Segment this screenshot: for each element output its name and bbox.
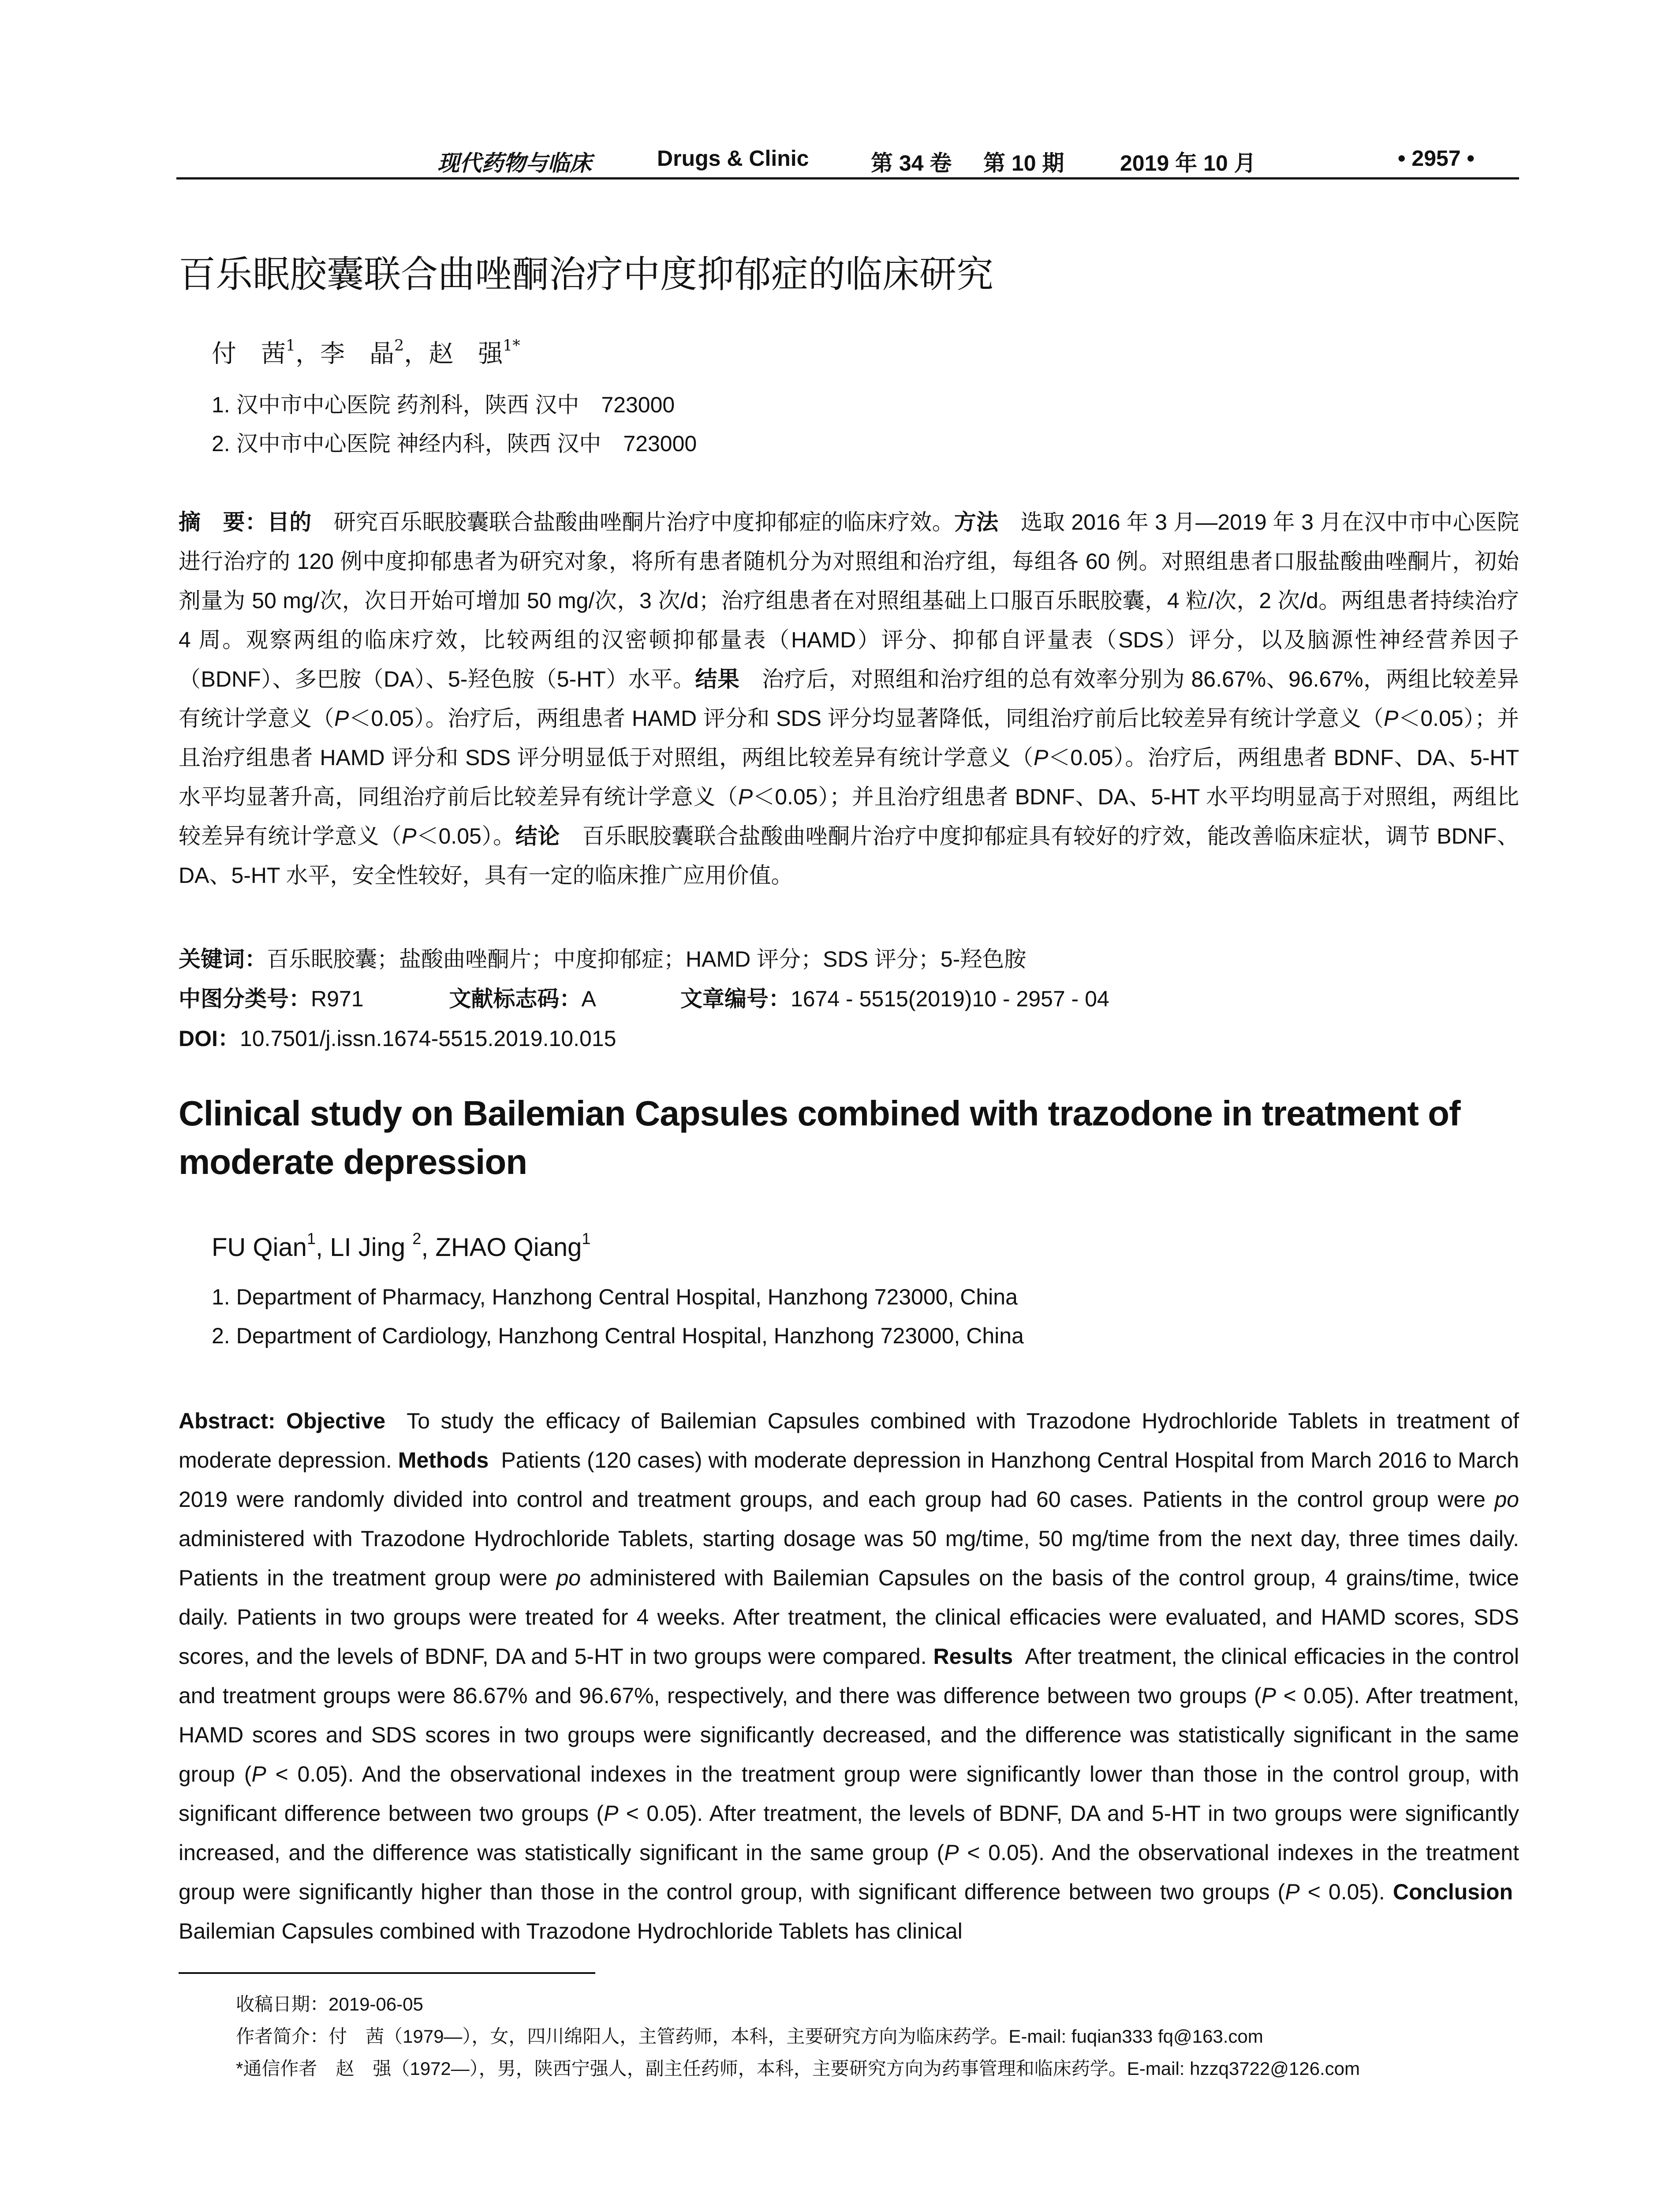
footnote-corresponding: *通信作者 赵 强（1972—），男，陕西宁强人，副主任药师，本科，主要研究方向为药事管理和临床药学。E-mail: hzzq3722@126.com xyxy=(236,2058,1360,2079)
results-text: ＜0.05）。治疗后，两组患者 HAMD 评分和 SDS 评分均显著降低，同组治疗前后比较差异有统计学意义（ xyxy=(349,706,1384,731)
author-separator: ， xyxy=(404,340,429,368)
conclusion-text: Bailemian Capsules combined with Trazodone Hydrochloride Tablets has clinical xyxy=(179,1919,963,1943)
p-symbol: P xyxy=(738,785,753,809)
journal-name-zh: 现代药物与临床 xyxy=(437,150,592,176)
p-symbol: P xyxy=(334,706,349,731)
conclusion-label: 结论 xyxy=(515,824,560,848)
author-name: FU Qian xyxy=(212,1233,307,1262)
objective-label: 目的 xyxy=(267,510,312,534)
affiliation-en: 1. Department of Pharmacy, Hanzhong Central Hospital, Hanzhong 723000, China xyxy=(212,1285,1018,1309)
clc-label: 中图分类号： xyxy=(179,987,311,1011)
results-label: 结果 xyxy=(695,667,740,691)
abstract-en xyxy=(179,1401,1519,1951)
abstract-zh xyxy=(179,503,1519,895)
methods-text: administered with Bailemian Capsules on the basis of the control group, 4 grains/time, twice daily. Patients in two groups were treated for 4 weeks. After treatment, the clinical efficacies were evaluated, and HAMD scores, SDS scores, and the levels of BDNF, DA and 5-HT in two groups were compared. xyxy=(179,1566,1519,1669)
affiliation-en: 2. Department of Cardiology, Hanzhong Central Hospital, Hanzhong 723000, China xyxy=(212,1323,1024,1348)
doc-code-value: A xyxy=(581,987,595,1011)
article-no-value: 1674 - 5515(2019)10 - 2957 - 04 xyxy=(790,987,1109,1011)
objective-text: To study the efficacy of Bailemian Capsules combined with Trazodone Hydrochloride Tablets in treatment of moderate depression. xyxy=(179,1409,1519,1472)
author-affil-mark: 1 xyxy=(306,1230,316,1248)
footnote-rule xyxy=(179,1972,595,1974)
methods-text: Patients (120 cases) with moderate depression in Hanzhong Central Hospital from March 2016 to March 2019 were randomly divided into control and treatment groups, and each group had 60 cases. Patients in the control group were xyxy=(179,1448,1519,1512)
doi-line xyxy=(179,1021,616,1053)
affiliation-zh: 2. 汉中市中心医院 神经内科，陕西 汉中 723000 xyxy=(212,431,697,456)
results-text: < 0.05). After treatment, HAMD scores and SDS scores in two groups were significantly decreased, and the difference was statistically significant in the same group ( xyxy=(179,1683,1519,1786)
p-symbol: P xyxy=(1261,1683,1276,1708)
volume: 第 34 卷 xyxy=(871,151,952,176)
results-text: ＜0.05）。 xyxy=(416,824,515,848)
doi-value: 10.7501/j.issn.1674-5515.2019.10.015 xyxy=(239,1026,616,1051)
p-symbol: P xyxy=(604,1801,619,1826)
keywords-zh xyxy=(179,942,1026,973)
authors-zh xyxy=(212,334,520,370)
author-separator: , xyxy=(421,1233,436,1262)
results-text: ＜0.05）；并且治疗组患者 HAMD 评分和 SDS 评分明显低于对照组，两组比较差异有统计学意义（ xyxy=(179,706,1519,770)
methods-label: 方法 xyxy=(954,510,999,534)
issue-date: 2019 年 10 月 xyxy=(1120,151,1256,176)
article-no-label: 文章编号： xyxy=(680,987,791,1011)
doc-code-label: 文献标志码： xyxy=(449,987,582,1011)
author-affil-mark: 1* xyxy=(503,336,520,355)
authors-en xyxy=(212,1230,591,1262)
page-number: • 2957 • xyxy=(1398,146,1475,171)
footnote-received: 收稿日期：2019-06-05 xyxy=(236,1994,423,2014)
author-name: LI Jing xyxy=(330,1233,413,1262)
p-symbol: P xyxy=(251,1762,266,1786)
abstract-label: Abstract: Objective xyxy=(179,1409,386,1433)
results-text: After treatment, the clinical efficacies in the control and treatment groups were 86.67% and 96.67%, respectively, and there was difference between two groups ( xyxy=(179,1644,1519,1708)
issue: 第 10 期 xyxy=(983,151,1064,176)
header-rule xyxy=(176,177,1519,179)
footnote-author-bio: 作者简介：付 茜（1979—），女，四川绵阳人，主管药师，本科，主要研究方向为临床药学。E-mail: fuqian333 fq@163.com xyxy=(236,2026,1263,2047)
classification-line xyxy=(179,981,1109,1013)
p-symbol: P xyxy=(1033,745,1049,770)
author-name: 付 茜 xyxy=(212,340,286,368)
results-text: 治疗后，对照组和治疗组的总有效率分别为 86.67%、96.67%，两组比较差异有统计学意义（ xyxy=(179,667,1519,731)
author-name: 赵 强 xyxy=(429,340,503,368)
conclusion-label: Conclusion xyxy=(1393,1880,1513,1904)
methods-label: Methods xyxy=(398,1448,489,1472)
p-symbol: P xyxy=(1285,1880,1300,1904)
author-affil-mark: 1 xyxy=(286,336,296,355)
title-zh: 百乐眠胶囊联合曲唑酮治疗中度抑郁症的临床研究 xyxy=(179,253,994,296)
doi-label: DOI： xyxy=(179,1026,240,1051)
title-en: Clinical study on Bailemian Capsules combined with trazodone in treatment of moderate depression xyxy=(179,1094,1460,1181)
clc-value: R971 xyxy=(311,987,364,1011)
route-po: po xyxy=(1494,1487,1519,1512)
results-text: ＜0.05）；并且治疗组患者 BDNF、DA、5-HT 水平均明显高于对照组，两组比较差异有统计学意义（ xyxy=(179,785,1519,848)
author-name: ZHAO Qiang xyxy=(435,1233,582,1262)
author-affil-mark: 2 xyxy=(394,336,404,355)
route-po: po xyxy=(556,1566,581,1590)
running-header xyxy=(176,140,1521,180)
conclusion-text: 百乐眠胶囊联合盐酸曲唑酮片治疗中度抑郁症具有较好的疗效，能改善临床症状，调节 BDNF、DA、5-HT 水平，安全性较好，具有一定的临床推广应用价值。 xyxy=(179,824,1519,888)
author-affil-mark: 1 xyxy=(582,1230,591,1248)
author-separator: , xyxy=(315,1233,330,1262)
results-text: ＜0.05）。治疗后，两组患者 BDNF、DA、5-HT 水平均显著升高，同组治疗前后比较差异有统计学意义（ xyxy=(179,745,1519,809)
p-symbol: P xyxy=(944,1840,959,1865)
results-text: < 0.05). xyxy=(1299,1880,1385,1904)
results-text: < 0.05). And the observational indexes in the treatment group were significantly higher than those in the control group, with significant difference between two groups ( xyxy=(179,1840,1519,1904)
author-separator: ， xyxy=(295,340,321,368)
p-symbol: P xyxy=(402,824,417,848)
author-affil-mark: 2 xyxy=(412,1230,422,1248)
keywords-text: 百乐眠胶囊；盐酸曲唑酮片；中度抑郁症；HAMD 评分；SDS 评分；5-羟色胺 xyxy=(267,947,1027,972)
results-text: < 0.05). After treatment, the levels of BDNF, DA and 5-HT in two groups were significantly increased, and the difference was statistically significant in the same group ( xyxy=(179,1801,1519,1865)
methods-text: 选取 2016 年 3 月—2019 年 3 月在汉中市中心医院进行治疗的 120 例中度抑郁患者为研究对象，将所有患者随机分为对照组和治疗组，每组各 60 例。对照组患者口服盐酸曲唑酮片，初始剂量为 50 mg/次，次日开始可增加 50 mg/次，3 次/d；治疗组患者在对照组基础上口服百乐眠胶囊，4 粒/次，2 次/d。两组患者持续治疗 4 周。观察两组的临床疗效，比较两组的汉密顿抑郁量表（HAMD）评分、抑郁自评量表（SDS）评分，以及脑源性神经营养因子（BDNF）、多巴胺（DA）、5-羟色胺（5-HT）水平。 xyxy=(179,510,1519,691)
journal-name-en: Drugs & Clinic xyxy=(657,146,809,171)
results-label: Results xyxy=(933,1644,1013,1669)
results-text: < 0.05). And the observational indexes in the treatment group were significantly lower than those in the control group, with significant difference between two groups ( xyxy=(179,1762,1519,1826)
p-symbol: P xyxy=(1384,706,1399,731)
abstract-label: 摘 要： xyxy=(179,510,268,534)
methods-text: administered with Trazodone Hydrochloride Tablets, starting dosage was 50 mg/time, 50 mg/time from the next day, three times daily. Patients in the treatment group were xyxy=(179,1526,1519,1590)
objective-text: 研究百乐眠胶囊联合盐酸曲唑酮片治疗中度抑郁症的临床疗效。 xyxy=(333,510,954,534)
affiliation-zh: 1. 汉中市中心医院 药剂科，陕西 汉中 723000 xyxy=(212,392,675,417)
author-name: 李 晶 xyxy=(320,340,395,368)
keywords-label: 关键词： xyxy=(179,947,267,972)
